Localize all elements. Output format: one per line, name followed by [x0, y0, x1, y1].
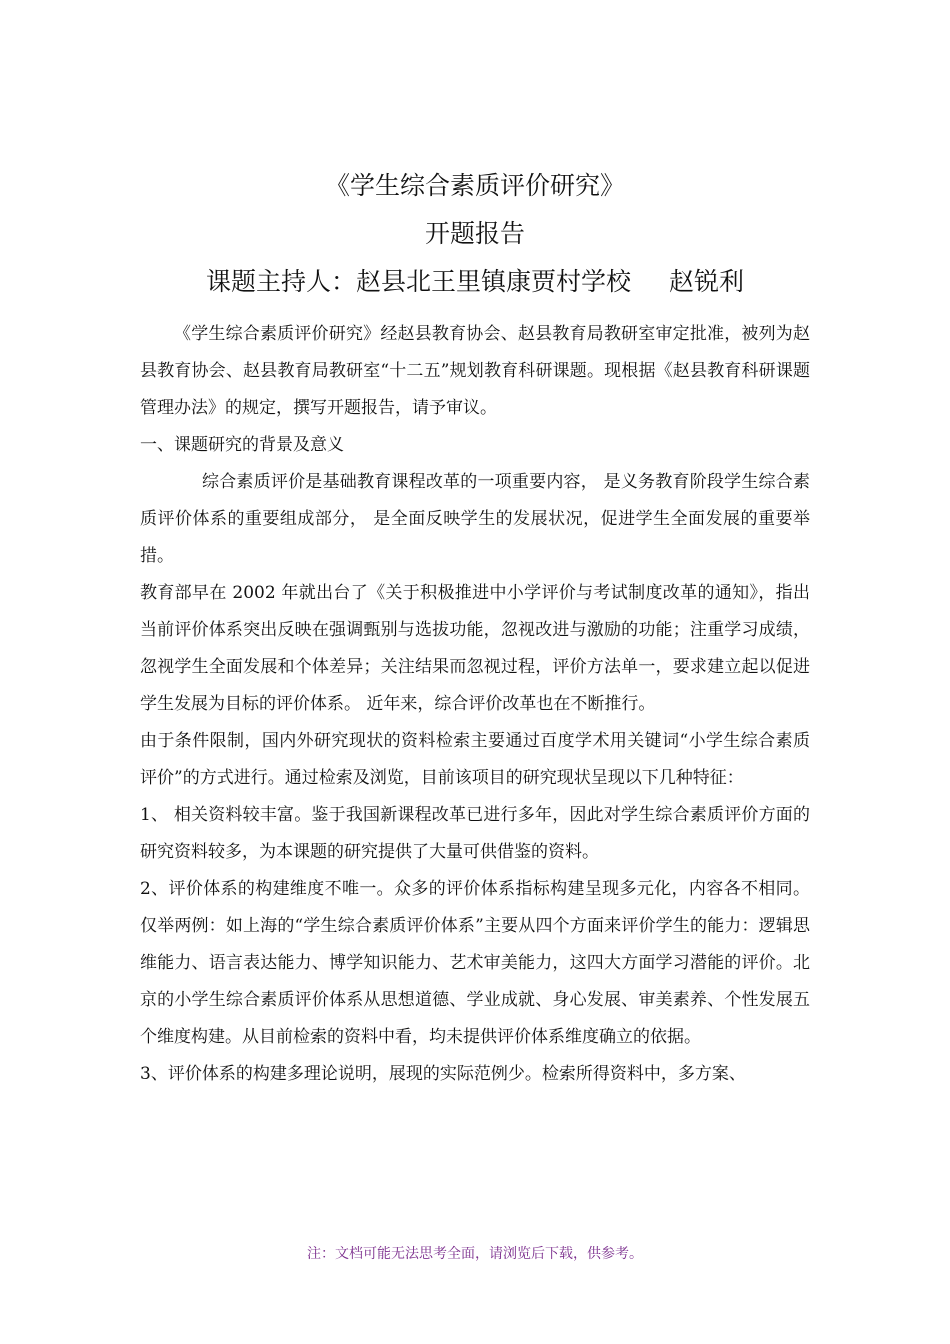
body-paragraph: 综合素质评价是基础教育课程改革的一项重要内容， 是义务教育阶段学生综合素质评价体系的重要组成部分， 是全面反映学生的发展状况，促进学生全面发展的重要举措。: [140, 472, 810, 566]
section-heading: 一、课题研究的背景及意义: [140, 435, 344, 455]
document-title: 《学生综合素质评价研究》: [324, 171, 625, 200]
list-item: 3、评价体系的构建多理论说明，展现的实际范例少。检索所得资料中，多方案、: [140, 1064, 746, 1084]
body-paragraph: 教育部早在 2002 年就出台了《关于积极推进中小学评价与考试制度改革的通知》，指出当前评价体系突出反映在强调甄别与选拔功能，忽视改进与激励的功能；注重学习成绩，忽视学生全面发展和个体差异；关注结果而忽视过程，评价方法单一，要求建立起以促进学生发展为目标的评价体系。 近年来，综合评价改革也在不断推行。: [140, 583, 810, 714]
footer-note: 注：文档可能无法思考全面，请浏览后下载，供参考。: [307, 1246, 643, 1262]
list-item: 2、评价体系的构建维度不唯一。众多的评价体系指标构建呈现多元化，内容各不相同。仅举两例：如上海的“学生综合素质评价体系”主要从四个方面来评价学生的能力：逻辑思维能力、语言表达能力、博学知识能力、艺术审美能力，这四大方面学习潜能的评价。北京的小学生综合素质评价体系从思想道德、学业成就、身心发展、审美素养、个性发展五个维度构建。从目前检索的资料中看，均未提供评价体系维度确立的依据。: [140, 879, 810, 1047]
document-subtitle: 开题报告: [424, 219, 525, 248]
list-item: 1、 相关资料较丰富。鉴于我国新课程改革已进行多年，因此对学生综合素质评价方面的研究资料较多，为本课题的研究提供了大量可供借鉴的资料。: [140, 805, 810, 862]
document-body: [140, 316, 810, 1093]
body-paragraph: 由于条件限制，国内外研究现状的资料检索主要通过百度学术用关键词“小学生综合素质评价”的方式进行。通过检索及浏览，目前该项目的研究现状呈现以下几种特征：: [140, 731, 810, 788]
host-label: 课题主持人：赵县北王里镇康贾村学校: [205, 267, 631, 296]
host-line: [0, 266, 950, 298]
intro-paragraph: 《学生综合素质评价研究》经赵县教育协会、赵县教育局教研室审定批准，被列为赵县教育协会、赵县教育局教研室“十二五”规划教育科研课题。现根据《赵县教育科研课题管理办法》的规定，撰写开题报告，请予审议。: [140, 324, 810, 418]
host-name: 赵锐利: [669, 267, 745, 296]
